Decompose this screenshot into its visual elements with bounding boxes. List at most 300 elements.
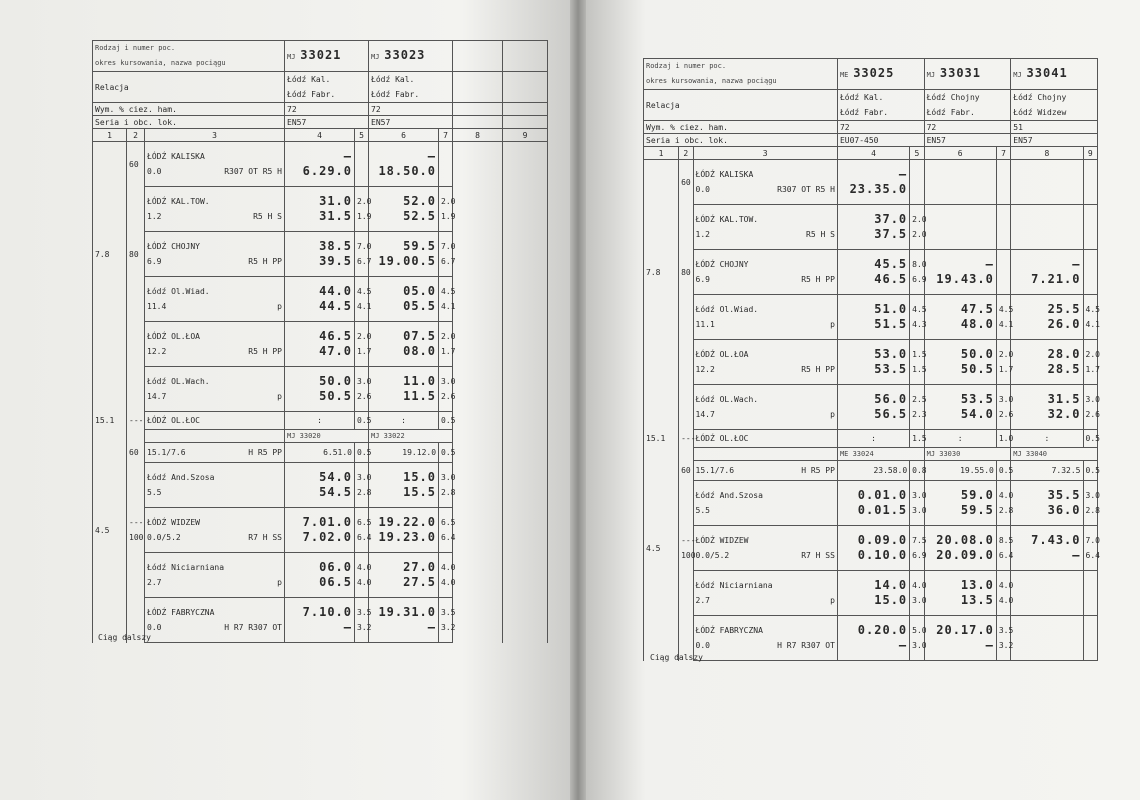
arrival-time: 7.43.0	[1031, 533, 1081, 547]
departure-time: 53.5	[874, 362, 908, 376]
run-time-a: 2.0	[998, 350, 1014, 359]
column-number: 9	[1083, 147, 1098, 160]
run-time: 0.5	[439, 412, 453, 430]
run-time-a: 2.0	[357, 197, 372, 206]
arrival-time: 7.01.0	[302, 515, 352, 529]
run-time	[439, 367, 456, 412]
row-speed: 60	[127, 443, 145, 463]
row-distance	[644, 295, 679, 340]
time-cell	[369, 367, 439, 412]
empty-cell	[503, 232, 548, 277]
departure-time: 19.43.0	[936, 272, 994, 286]
station-km: 11.1	[695, 320, 715, 329]
arrival-time: 37.0	[874, 212, 908, 226]
continuation-note: Ciąg dalszy	[98, 633, 151, 642]
run-time	[910, 250, 927, 295]
time-cell	[924, 295, 996, 340]
time-cell	[1011, 250, 1083, 295]
train-number-value: 33021	[300, 47, 342, 62]
station-attributes: R307 OT R5 H	[224, 167, 282, 176]
time-cell	[1011, 571, 1083, 616]
station-km: 0.0/5.2	[147, 533, 181, 542]
run-time	[1083, 340, 1098, 385]
empty-cell	[145, 430, 285, 443]
departure-time: 54.0	[960, 407, 994, 421]
train-number	[924, 59, 1011, 90]
arrival-time: 47.5	[960, 302, 994, 316]
empty-cell	[453, 322, 503, 367]
header-loco: Seria i obc. lok.	[93, 116, 285, 129]
station-name: ŁÓDŹ OL.ŁOA	[147, 332, 200, 341]
run-time-a: 2.0	[1085, 350, 1100, 359]
column-number: 8	[453, 129, 503, 142]
empty-cell	[503, 322, 548, 367]
header-label: Relacja	[646, 100, 680, 110]
time-cell	[285, 367, 355, 412]
header-train-type	[644, 59, 838, 90]
time-cell	[369, 508, 439, 553]
departure-time: 19.23.0	[378, 530, 437, 544]
station-name: ŁÓDŹ WIDZEW	[147, 518, 200, 527]
train-number	[837, 59, 924, 90]
run-time-b: 4.1	[1085, 320, 1100, 329]
speed-2: 100	[681, 551, 696, 560]
train-number	[285, 41, 369, 72]
train-relation	[837, 90, 924, 121]
row-distance	[644, 481, 679, 526]
run-time-b: 6.9	[912, 275, 927, 284]
header-label: Rodzaj i numer poc.	[95, 44, 176, 52]
row-speed	[679, 340, 693, 385]
departure-time: 36.0	[1047, 503, 1081, 517]
arrival-time: 0.01.0	[857, 488, 908, 502]
station-cell	[145, 232, 285, 277]
run-time-a: 4.0	[998, 491, 1014, 500]
speed: 80	[129, 249, 139, 259]
station-km: 0.0	[147, 623, 162, 632]
station-attributes: p	[277, 392, 282, 401]
time-cell	[837, 526, 909, 571]
row-distance: 15.1	[644, 430, 679, 448]
run-time-a: 3.0	[357, 377, 372, 386]
run-time-b: 2.0	[912, 230, 927, 239]
station-cell	[693, 295, 837, 340]
train-relation	[369, 72, 453, 103]
time-cell	[924, 160, 996, 205]
arrival-time: 7.10.0	[302, 605, 352, 619]
time-cell	[837, 616, 909, 661]
run-time	[1083, 616, 1098, 661]
time-cell	[924, 385, 996, 430]
row-speed	[127, 553, 145, 598]
departure-time: 20.09.0	[936, 548, 994, 562]
train-braking: 72	[285, 103, 369, 116]
header-braking: Wym. % ciez. ham.	[93, 103, 285, 116]
station-km: 5.5	[147, 488, 162, 497]
run-time-a: 3.0	[441, 473, 456, 482]
header-label: Rodzaj i numer poc.	[646, 62, 727, 70]
run-time-b: 1.9	[441, 212, 456, 221]
column-number: 3	[145, 129, 285, 142]
run-time	[996, 385, 1014, 430]
station-name: Łódź OL.Wach.	[695, 395, 759, 404]
departure-time: 15.0	[874, 593, 908, 607]
departure-time: 18.50.0	[378, 164, 437, 178]
run-time-b: 2.8	[441, 488, 456, 497]
departure-time: 31.5	[319, 209, 352, 223]
departure-time: 37.5	[874, 227, 908, 241]
run-time-a: 3.0	[998, 395, 1014, 404]
station-cell	[693, 571, 837, 616]
run-time-a: 2.0	[441, 332, 456, 341]
arrival-time: 35.5	[1047, 488, 1081, 502]
empty-cell	[453, 430, 503, 443]
run-time-b: 6.7	[357, 257, 372, 266]
empty-cell	[693, 448, 837, 461]
station-km: 0.0/5.2	[695, 551, 730, 560]
arrival-time: 52.0	[403, 194, 437, 208]
time-cell	[285, 322, 355, 367]
train-kind: MJ	[371, 52, 380, 61]
pass-mark: :	[1011, 430, 1083, 448]
time-cell: 19.55.0	[924, 461, 996, 481]
continuation-note: Ciąg dalszy	[650, 653, 703, 662]
empty-cell	[503, 187, 548, 232]
station-attributes: p	[830, 596, 835, 605]
station-attributes: R5 H PP	[801, 365, 835, 374]
time-cell	[1011, 616, 1083, 661]
station-name: ŁÓDŹ KAL.TOW.	[147, 197, 210, 206]
time-cell	[369, 598, 439, 643]
arrival-time: —	[343, 149, 352, 163]
row-speed	[127, 463, 145, 508]
run-time-b: 1.7	[357, 347, 372, 356]
run-time	[996, 571, 1014, 616]
departure-time: 08.0	[403, 344, 437, 358]
train-kind: ME	[839, 70, 849, 79]
row-distance	[93, 187, 127, 232]
arrival-time: 50.0	[319, 374, 352, 388]
train-relation	[1011, 90, 1098, 121]
empty-cell	[679, 448, 693, 461]
station-km: 15.1/7.6	[695, 466, 735, 475]
run-time: 1.5	[910, 430, 924, 448]
run-time: 0.5	[439, 443, 453, 463]
arrival-time: 20.08.0	[936, 533, 994, 547]
station-cell	[145, 463, 285, 508]
run-time-b: 4.1	[441, 302, 456, 311]
row-speed	[127, 187, 145, 232]
time-cell	[924, 526, 996, 571]
pass-mark: :	[369, 412, 439, 430]
time-cell	[1011, 526, 1083, 571]
row-speed	[679, 295, 693, 340]
run-time	[439, 142, 453, 187]
time-cell	[285, 598, 355, 643]
arrival-time: 19.22.0	[378, 515, 437, 529]
arrival-time: 11.0	[403, 374, 437, 388]
run-time-b: 2.8	[357, 488, 372, 497]
station-name: ŁÓDŹ WIDZEW	[695, 536, 749, 545]
header-braking: Wym. % ciez. ham.	[644, 121, 838, 134]
arrival-time: 50.0	[960, 347, 994, 361]
departure-time: 0.10.0	[857, 548, 908, 562]
station-attributes: p	[830, 320, 835, 329]
run-time	[355, 553, 372, 598]
run-time-a: 3.0	[1085, 491, 1100, 500]
header-train-type	[93, 41, 285, 72]
run-time	[439, 463, 456, 508]
run-time-a: 2.0	[441, 197, 456, 206]
book-gutter	[570, 0, 586, 800]
station-name: ŁÓDŹ FABRYCZNA	[147, 608, 215, 617]
continuing-train: MJ 33022	[369, 430, 453, 443]
departure-time: 47.0	[319, 344, 352, 358]
departure-time: 11.5	[403, 389, 437, 403]
run-time	[1083, 250, 1098, 295]
time-cell	[1011, 340, 1083, 385]
run-time-a: 3.0	[357, 473, 372, 482]
station-cell	[145, 187, 285, 232]
empty-cell	[503, 553, 548, 598]
run-time-b: 2.8	[1085, 506, 1100, 515]
empty-cell	[453, 367, 503, 412]
relation-from: Łódź Chojny	[926, 93, 980, 102]
station-cell	[145, 142, 285, 187]
header-relation	[93, 72, 285, 103]
run-time-b: 2.3	[912, 410, 927, 419]
empty-cell	[453, 232, 503, 277]
time-cell	[369, 232, 439, 277]
run-time	[439, 553, 456, 598]
train-loco: EN57	[1011, 134, 1098, 147]
run-time	[910, 616, 927, 661]
run-time	[439, 277, 456, 322]
departure-time: 06.5	[319, 575, 352, 589]
run-time	[996, 205, 1010, 250]
empty-cell	[453, 72, 503, 103]
time-cell	[924, 250, 996, 295]
station-km: 14.7	[147, 392, 167, 401]
station-cell	[693, 461, 837, 481]
arrival-time: 06.0	[319, 560, 352, 574]
run-time-b: 4.0	[357, 578, 372, 587]
row-speed	[679, 250, 693, 295]
station-name: ŁÓDŹ KALISKA	[147, 152, 205, 161]
speed: ---	[681, 536, 696, 545]
departure-time: 44.5	[319, 299, 352, 313]
arrival-time: 25.5	[1047, 302, 1081, 316]
station-km: 2.7	[695, 596, 710, 605]
run-time	[910, 481, 927, 526]
run-time	[910, 526, 927, 571]
run-time: 0.5	[1083, 430, 1098, 448]
station-name: ŁÓDŹ KALISKA	[695, 170, 754, 179]
empty-cell	[93, 430, 127, 443]
row-distance	[93, 277, 127, 322]
train-kind: MJ	[287, 52, 296, 61]
column-number: 3	[693, 147, 837, 160]
header-relation	[644, 90, 838, 121]
time-cell	[285, 463, 355, 508]
run-time-b: 1.5	[912, 365, 927, 374]
station-attributes: R7 H SS	[248, 533, 282, 542]
station-km: 14.7	[695, 410, 715, 419]
station-cell	[145, 443, 285, 463]
arrival-time: 59.0	[960, 488, 994, 502]
station-attributes: p	[830, 410, 835, 419]
time-cell	[285, 232, 355, 277]
arrival-time: 31.5	[1047, 392, 1081, 406]
station-name: ŁÓDŹ FABRYCZNA	[695, 626, 763, 635]
run-time-a: 6.5	[357, 518, 372, 527]
empty-cell	[503, 116, 548, 129]
departure-time: 50.5	[960, 362, 994, 376]
row-distance: 7.8	[644, 250, 679, 295]
station-cell	[145, 598, 285, 643]
arrival-time: 20.17.0	[936, 623, 994, 637]
departure-time: 26.0	[1047, 317, 1081, 331]
row-speed: 60	[679, 461, 693, 481]
station-cell	[145, 508, 285, 553]
departure-time: 15.5	[403, 485, 437, 499]
run-time-a: 2.0	[912, 215, 927, 224]
departure-time: —	[898, 638, 908, 652]
run-time	[910, 205, 927, 250]
row-distance	[93, 553, 127, 598]
row-distance	[644, 160, 679, 205]
run-time	[1083, 205, 1098, 250]
arrival-time: 56.0	[874, 392, 908, 406]
header-loco: Seria i obc. lok.	[644, 134, 838, 147]
station-cell	[145, 553, 285, 598]
empty-cell	[127, 430, 145, 443]
column-number: 7	[996, 147, 1010, 160]
departure-time: 0.01.5	[857, 503, 908, 517]
column-number: 8	[1011, 147, 1083, 160]
run-time	[439, 187, 456, 232]
run-time-a: 3.5	[357, 608, 372, 617]
station-km: 1.2	[147, 212, 162, 221]
row-speed	[127, 322, 145, 367]
run-time	[355, 598, 372, 643]
row-distance	[93, 367, 127, 412]
station-cell	[145, 277, 285, 322]
station-km: 5.5	[695, 506, 710, 515]
train-number-value: 33031	[939, 65, 981, 80]
run-time-b: 6.4	[1085, 551, 1100, 560]
relation-to: Łódź Fabr.	[839, 108, 889, 117]
run-time-a: 4.5	[441, 287, 456, 296]
arrival-time: 05.0	[403, 284, 437, 298]
empty-cell	[453, 412, 503, 430]
station-km: 2.7	[147, 578, 162, 587]
run-time-b: 6.7	[441, 257, 456, 266]
empty-cell	[503, 412, 548, 430]
time-cell	[1011, 385, 1083, 430]
time-cell	[924, 205, 996, 250]
run-time: 1.0	[996, 430, 1010, 448]
station-attributes: R7 H SS	[801, 551, 835, 560]
run-time: 0.8	[910, 461, 924, 481]
empty-cell	[453, 187, 503, 232]
empty-cell	[453, 142, 503, 187]
time-cell	[924, 340, 996, 385]
header-label: Relacja	[95, 82, 129, 92]
departure-time: —	[343, 620, 352, 634]
header-label-sub: okres kursowania, nazwa pociągu	[95, 59, 226, 67]
column-number: 9	[503, 129, 548, 142]
row-distance	[93, 322, 127, 367]
run-time	[439, 598, 456, 643]
run-time	[910, 295, 927, 340]
train-braking: 72	[837, 121, 924, 134]
column-number: 1	[93, 129, 127, 142]
run-time-a: 8.0	[912, 260, 927, 269]
run-time-b: 2.6	[357, 392, 372, 401]
time-cell	[285, 508, 355, 553]
station-attributes: p	[277, 302, 282, 311]
time-cell	[837, 481, 909, 526]
run-time	[355, 277, 372, 322]
train-number	[1011, 59, 1098, 90]
empty-cell	[453, 116, 503, 129]
arrival-time: —	[898, 167, 908, 181]
row-distance: 7.8	[93, 232, 127, 277]
run-time	[1083, 160, 1098, 205]
arrival-time: —	[985, 257, 994, 271]
station-cell	[693, 526, 837, 571]
row-speed: ---	[127, 412, 145, 430]
empty-cell	[503, 367, 548, 412]
station-attributes: R307 OT R5 H	[777, 185, 835, 194]
row-distance: 4.5	[644, 526, 679, 571]
timetable-right	[643, 58, 1098, 661]
empty-cell	[503, 41, 548, 72]
station-name: Łódź And.Szosa	[695, 491, 763, 500]
row-speed	[127, 277, 145, 322]
speed: 80	[681, 267, 691, 277]
row-speed	[679, 571, 693, 616]
row-speed	[127, 367, 145, 412]
run-time-a: 2.0	[357, 332, 372, 341]
run-time	[355, 367, 372, 412]
station-attributes: H R5 PP	[801, 466, 835, 475]
row-speed	[679, 205, 693, 250]
station-cell	[693, 250, 837, 295]
train-relation	[285, 72, 369, 103]
run-time-a: 3.0	[912, 491, 927, 500]
time-cell	[924, 616, 996, 661]
run-time	[1083, 481, 1098, 526]
station-attributes: H R5 PP	[248, 448, 282, 457]
time-cell	[1011, 160, 1083, 205]
run-time	[355, 322, 372, 367]
empty-cell	[453, 508, 503, 553]
pass-mark: :	[285, 412, 355, 430]
time-cell	[369, 187, 439, 232]
station-km: 0.0	[695, 185, 710, 194]
arrival-time: 28.0	[1047, 347, 1081, 361]
station-name: ŁÓDŹ CHOJNY	[147, 242, 200, 251]
run-time	[1083, 385, 1098, 430]
departure-time: —	[1072, 548, 1081, 562]
arrival-time: 53.0	[874, 347, 908, 361]
run-time-b: 4.3	[912, 320, 927, 329]
run-time-a: 7.0	[1085, 536, 1100, 545]
station-name: ŁÓDŹ KAL.TOW.	[695, 215, 759, 224]
run-time-b: 3.0	[912, 506, 927, 515]
